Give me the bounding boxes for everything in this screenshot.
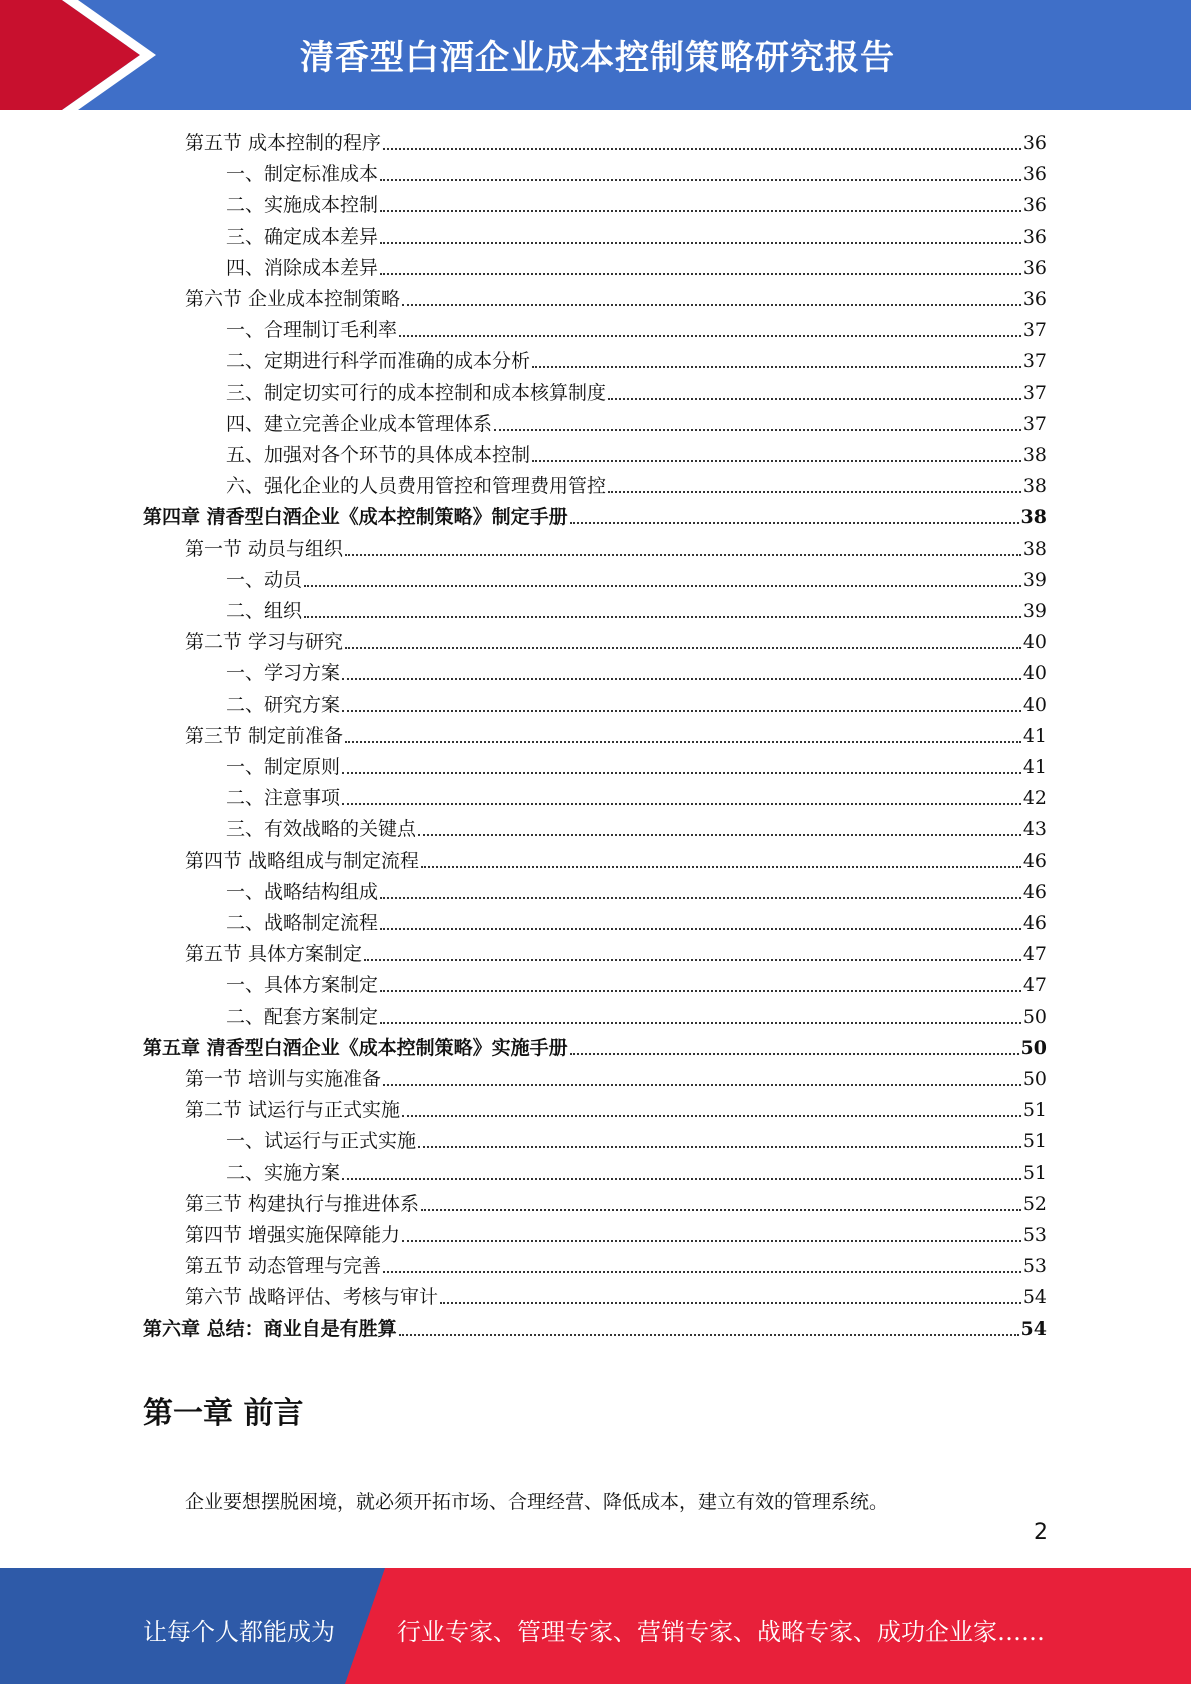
toc-entry-label: 二、定期进行科学而准确的成本分析 [226, 350, 531, 373]
toc-entry-page: 38 [1022, 475, 1047, 498]
toc-dot-leader [380, 989, 1021, 992]
page-footer [0, 1568, 1191, 1684]
toc-dot-leader [421, 1208, 1021, 1211]
toc-dot-leader [364, 958, 1021, 961]
page-header [0, 0, 1191, 110]
toc-entry-label: 五、加强对各个环节的具体成本控制 [226, 444, 531, 466]
toc-dot-leader [440, 1301, 1021, 1304]
toc-entry-label: 一、具体方案制定 [226, 974, 379, 997]
toc-entry-label: 三、制定切实可行的成本控制和成本核算制度 [226, 381, 607, 404]
document-title: 清香型白酒企业成本控制策略研究报告 [300, 38, 895, 78]
toc-entry[interactable] [226, 783, 1047, 814]
toc-entry-page: 37 [1022, 381, 1047, 404]
toc-entry[interactable] [226, 440, 1047, 471]
toc-entry-label: 三、有效战略的关键点 [226, 818, 417, 841]
footer-slogan-left: 让每个人都能成为 [143, 1618, 335, 1646]
toc-entry-label: 第六节 企业成本控制策略 [185, 288, 401, 310]
toc-entry-page: 46 [1022, 912, 1047, 934]
toc-entry[interactable] [226, 222, 1047, 253]
toc-entry-page: 36 [1022, 132, 1047, 154]
toc-entry-page: 53 [1022, 1255, 1047, 1278]
footer-slogan-right: 行业专家、管理专家、营销专家、战略专家、成功企业家…… [397, 1618, 1045, 1646]
toc-entry[interactable] [226, 1002, 1047, 1033]
toc-dot-leader [345, 740, 1021, 743]
toc-dot-leader [494, 428, 1021, 431]
toc-entry-label: 二、组织 [226, 600, 303, 622]
toc-entry-label: 一、战略结构组成 [226, 880, 379, 903]
toc-dot-leader [608, 490, 1021, 493]
toc-entry[interactable] [143, 1033, 1047, 1064]
toc-entry-label: 第五章 清香型白酒企业《成本控制策略》实施手册 [143, 1036, 568, 1059]
toc-entry-page: 54 [1022, 1286, 1047, 1309]
toc-dot-leader [342, 1177, 1021, 1180]
toc-entry-label: 第三节 制定前准备 [185, 724, 344, 747]
toc-entry-label: 一、制定标准成本 [226, 163, 379, 186]
toc-dot-leader [345, 646, 1021, 649]
toc-entry[interactable] [185, 534, 1047, 565]
toc-entry-label: 六、强化企业的人员费用管控和管理费用管控 [226, 475, 607, 498]
toc-entry-label: 一、动员 [226, 568, 303, 591]
toc-entry-page: 36 [1022, 225, 1047, 248]
toc-entry[interactable] [185, 1251, 1047, 1282]
toc-entry-label: 二、实施成本控制 [226, 194, 379, 217]
toc-entry-page: 40 [1022, 662, 1047, 685]
toc-dot-leader [380, 209, 1021, 212]
toc-entry-label: 第五节 动态管理与完善 [185, 1255, 382, 1278]
toc-entry-page: 47 [1022, 943, 1047, 966]
toc-entry-page: 38 [1022, 537, 1047, 560]
toc-entry-page: 38 [1020, 506, 1047, 529]
toc-entry[interactable] [226, 1126, 1047, 1157]
toc-entry[interactable] [226, 378, 1047, 409]
toc-entry-label: 第二节 试运行与正式实施 [185, 1099, 401, 1122]
toc-entry-label: 第四节 增强实施保障能力 [185, 1224, 401, 1246]
toc-entry-page: 39 [1022, 600, 1047, 622]
toc-entry[interactable] [226, 814, 1047, 845]
toc-entry-page: 37 [1022, 350, 1047, 373]
toc-entry-page: 50 [1022, 1005, 1047, 1028]
toc-dot-leader [399, 334, 1021, 337]
toc-entry-page: 50 [1020, 1036, 1047, 1059]
toc-entry-page: 47 [1022, 974, 1047, 997]
chapter-heading: 第一章 前言 [143, 1396, 304, 1431]
toc-dot-leader [342, 677, 1021, 680]
toc-entry[interactable] [226, 752, 1047, 783]
toc-entry-page: 36 [1022, 194, 1047, 217]
toc-entry[interactable] [185, 1220, 1047, 1251]
toc-dot-leader [380, 896, 1021, 899]
toc-entry[interactable] [226, 565, 1047, 596]
toc-entry-label: 四、消除成本差异 [226, 256, 379, 279]
toc-entry-page: 54 [1020, 1317, 1047, 1340]
toc-entry[interactable] [226, 471, 1047, 502]
toc-entry[interactable] [226, 908, 1047, 939]
toc-dot-leader [532, 459, 1021, 462]
toc-entry[interactable] [185, 128, 1047, 159]
toc-entry[interactable] [226, 190, 1047, 221]
toc-dot-leader [342, 802, 1021, 805]
toc-entry-page: 38 [1022, 444, 1047, 466]
toc-dot-leader [532, 365, 1021, 368]
toc-entry[interactable] [226, 315, 1047, 346]
toc-entry-page: 36 [1022, 163, 1047, 186]
toc-entry[interactable] [185, 846, 1047, 877]
toc-dot-leader [608, 397, 1021, 400]
toc-entry[interactable] [185, 939, 1047, 970]
toc-entry[interactable] [185, 1189, 1047, 1220]
toc-entry[interactable] [185, 721, 1047, 752]
toc-entry[interactable] [226, 159, 1047, 190]
toc-entry-page: 36 [1022, 256, 1047, 279]
toc-entry-page: 50 [1022, 1068, 1047, 1090]
toc-entry-label: 第一节 培训与实施准备 [185, 1068, 382, 1090]
toc-dot-leader [380, 241, 1021, 244]
toc-dot-leader [570, 1052, 1019, 1055]
toc-entry[interactable] [185, 627, 1047, 658]
toc-entry-label: 第六章 总结：商业自是有胜算 [143, 1317, 397, 1340]
toc-entry-page: 46 [1022, 880, 1047, 903]
toc-entry-page: 41 [1022, 724, 1047, 747]
toc-entry-label: 二、注意事项 [226, 787, 341, 810]
toc-entry-label: 第三节 构建执行与推进体系 [185, 1192, 420, 1215]
toc-dot-leader [345, 553, 1021, 556]
toc-entry-label: 一、试运行与正式实施 [226, 1130, 417, 1153]
toc-entry[interactable] [185, 284, 1047, 315]
toc-dot-leader [383, 147, 1021, 150]
toc-entry-label: 四、建立完善企业成本管理体系 [226, 412, 493, 435]
toc-dot-leader [380, 272, 1021, 275]
toc-entry-label: 二、配套方案制定 [226, 1005, 379, 1028]
toc-entry-page: 53 [1022, 1224, 1047, 1246]
toc-entry-page: 40 [1022, 631, 1047, 654]
toc-entry-label: 第一节 动员与组织 [185, 537, 344, 560]
toc-entry-page: 52 [1022, 1192, 1047, 1215]
toc-dot-leader [418, 1145, 1021, 1148]
toc-dot-leader [402, 1114, 1021, 1117]
toc-dot-leader [380, 1021, 1021, 1024]
toc-entry-label: 第四章 清香型白酒企业《成本控制策略》制定手册 [143, 506, 568, 529]
toc-entry-page: 51 [1022, 1130, 1047, 1153]
toc-dot-leader [342, 709, 1021, 712]
toc-entry[interactable] [226, 877, 1047, 908]
toc-dot-leader [304, 584, 1021, 587]
toc-entry-page: 51 [1022, 1161, 1047, 1184]
toc-entry-label: 第五节 具体方案制定 [185, 943, 363, 966]
toc-dot-leader [383, 1270, 1021, 1273]
toc-entry-page: 41 [1022, 756, 1047, 778]
toc-entry-page: 42 [1022, 787, 1047, 810]
toc-entry[interactable] [226, 658, 1047, 689]
toc-dot-leader [402, 303, 1021, 306]
toc-dot-leader [418, 833, 1021, 836]
toc-entry[interactable] [185, 1064, 1047, 1095]
toc-entry[interactable] [226, 690, 1047, 721]
toc-dot-leader [421, 865, 1021, 868]
toc-entry-page: 51 [1022, 1099, 1047, 1122]
toc-dot-leader [383, 1083, 1021, 1086]
toc-entry-page: 36 [1022, 288, 1047, 310]
intro-paragraph: 企业要想摆脱困境，就必须开拓市场、合理经营、降低成本，建立有效的管理系统。 [185, 1491, 889, 1513]
toc-dot-leader [380, 178, 1021, 181]
toc-dot-leader [380, 927, 1021, 930]
toc-entry[interactable] [185, 1282, 1047, 1313]
toc-entry-label: 二、实施方案 [226, 1161, 341, 1184]
toc-entry[interactable] [226, 1158, 1047, 1189]
toc-entry[interactable] [185, 1095, 1047, 1126]
page-number: 2 [1034, 1520, 1048, 1545]
toc-entry-page: 43 [1022, 818, 1047, 841]
toc-entry-page: 37 [1022, 319, 1047, 342]
toc-entry-page: 37 [1022, 412, 1047, 435]
toc-entry-page: 40 [1022, 693, 1047, 716]
toc-entry[interactable] [226, 970, 1047, 1001]
toc-entry-label: 二、研究方案 [226, 693, 341, 716]
toc-entry-page: 39 [1022, 568, 1047, 591]
toc-entry[interactable] [226, 346, 1047, 377]
toc-dot-leader [570, 521, 1019, 524]
toc-entry-label: 第五节 成本控制的程序 [185, 132, 382, 154]
toc-dot-leader [342, 771, 1021, 774]
toc-entry[interactable] [226, 409, 1047, 440]
toc-entry-label: 第四节 战略组成与制定流程 [185, 849, 420, 872]
toc-entry-label: 一、制定原则 [226, 756, 341, 778]
toc-entry[interactable] [143, 502, 1047, 533]
toc-entry-label: 第二节 学习与研究 [185, 631, 344, 654]
toc-entry-label: 第六节 战略评估、考核与审计 [185, 1286, 439, 1309]
toc-entry-page: 46 [1022, 849, 1047, 872]
toc-entry[interactable] [143, 1314, 1047, 1345]
toc-entry-label: 三、确定成本差异 [226, 225, 379, 248]
toc-entry-label: 一、合理制订毛利率 [226, 319, 398, 342]
toc-dot-leader [402, 1239, 1021, 1242]
toc-entry-label: 一、学习方案 [226, 662, 341, 685]
toc-dot-leader [399, 1333, 1019, 1336]
toc-dot-leader [304, 615, 1021, 618]
toc-entry[interactable] [226, 596, 1047, 627]
toc-entry-label: 二、战略制定流程 [226, 912, 379, 934]
toc-entry[interactable] [226, 253, 1047, 284]
